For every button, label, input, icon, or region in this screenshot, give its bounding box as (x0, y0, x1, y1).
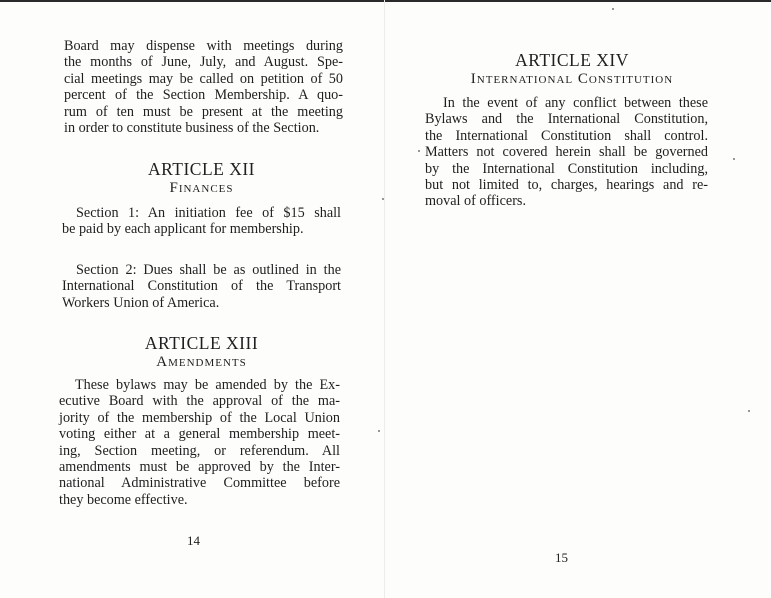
text-line: moval of officers. (425, 193, 526, 210)
text-line: jority of the membership of the Local Union (59, 409, 340, 426)
text-line: rum of ten must be present at the meeting (64, 103, 343, 120)
article-xiii-body (59, 377, 340, 508)
right-page (385, 0, 771, 598)
article-xiv-body (425, 95, 708, 210)
text-line: by the International Constitution including, (425, 160, 708, 177)
article-xiii-title: ARTICLE XIII (144, 333, 259, 353)
text-line: be paid by each applicant for membership. (62, 221, 304, 238)
scan-speck (612, 8, 614, 10)
scan-speck (748, 410, 750, 412)
article-xii-subtitle: Finances (169, 180, 234, 196)
article-xii-title: ARTICLE XII (148, 159, 255, 179)
text-line: These bylaws may be amended by the Ex- (75, 377, 340, 393)
text-line: percent of the Section Membership. A quo- (64, 87, 343, 104)
text-line: In the event of any conflict between these (443, 95, 708, 111)
left-page (0, 0, 385, 598)
text-line: Matters not covered herein shall be governed (425, 144, 708, 161)
text-line: Section 1: An initiation fee of $15 shall (76, 205, 341, 221)
text-line: the months of June, July, and August. Spe- (64, 54, 343, 71)
text-line: voting either at a general membership meet- (59, 426, 340, 443)
page-number: 14 (187, 533, 200, 548)
text-line: cial meetings may be called on petition of 50 (64, 70, 343, 87)
intro-paragraph (64, 38, 343, 136)
text-line: Board may dispense with meetings during (64, 38, 343, 54)
scan-speck (378, 430, 380, 432)
scan-speck (733, 158, 735, 160)
text-line: they become effective. (59, 491, 188, 508)
text-line: International Constitution of the Transport (62, 278, 341, 295)
text-line: but not limited to, charges, hearings and re- (425, 177, 708, 194)
article-xiii-subtitle: Amendments (156, 354, 247, 370)
text-line: ecutive Board with the approval of the ma- (59, 393, 340, 410)
text-line: national Administrative Committee before (59, 475, 340, 492)
scan-speck (418, 150, 420, 152)
article-xii-section-1 (62, 205, 341, 238)
text-line: in order to constitute business of the Section. (64, 120, 320, 137)
text-line: amendments must be approved by the Inter- (59, 459, 340, 476)
article-xiv-subtitle: International Constitution (470, 71, 674, 87)
text-line: Bylaws and the International Constitution, (425, 111, 708, 128)
text-line: Section 2: Dues shall be as outlined in the (76, 262, 341, 278)
page-number: 15 (555, 550, 568, 565)
text-line: ing, Section meeting, or referendum. All (59, 442, 340, 459)
text-line: the International Constitution shall control. (425, 127, 708, 144)
article-xiv-title: ARTICLE XIV (515, 50, 629, 70)
text-line: Workers Union of America. (62, 294, 220, 311)
article-xii-section-2 (62, 262, 341, 311)
scan-speck (382, 198, 384, 200)
